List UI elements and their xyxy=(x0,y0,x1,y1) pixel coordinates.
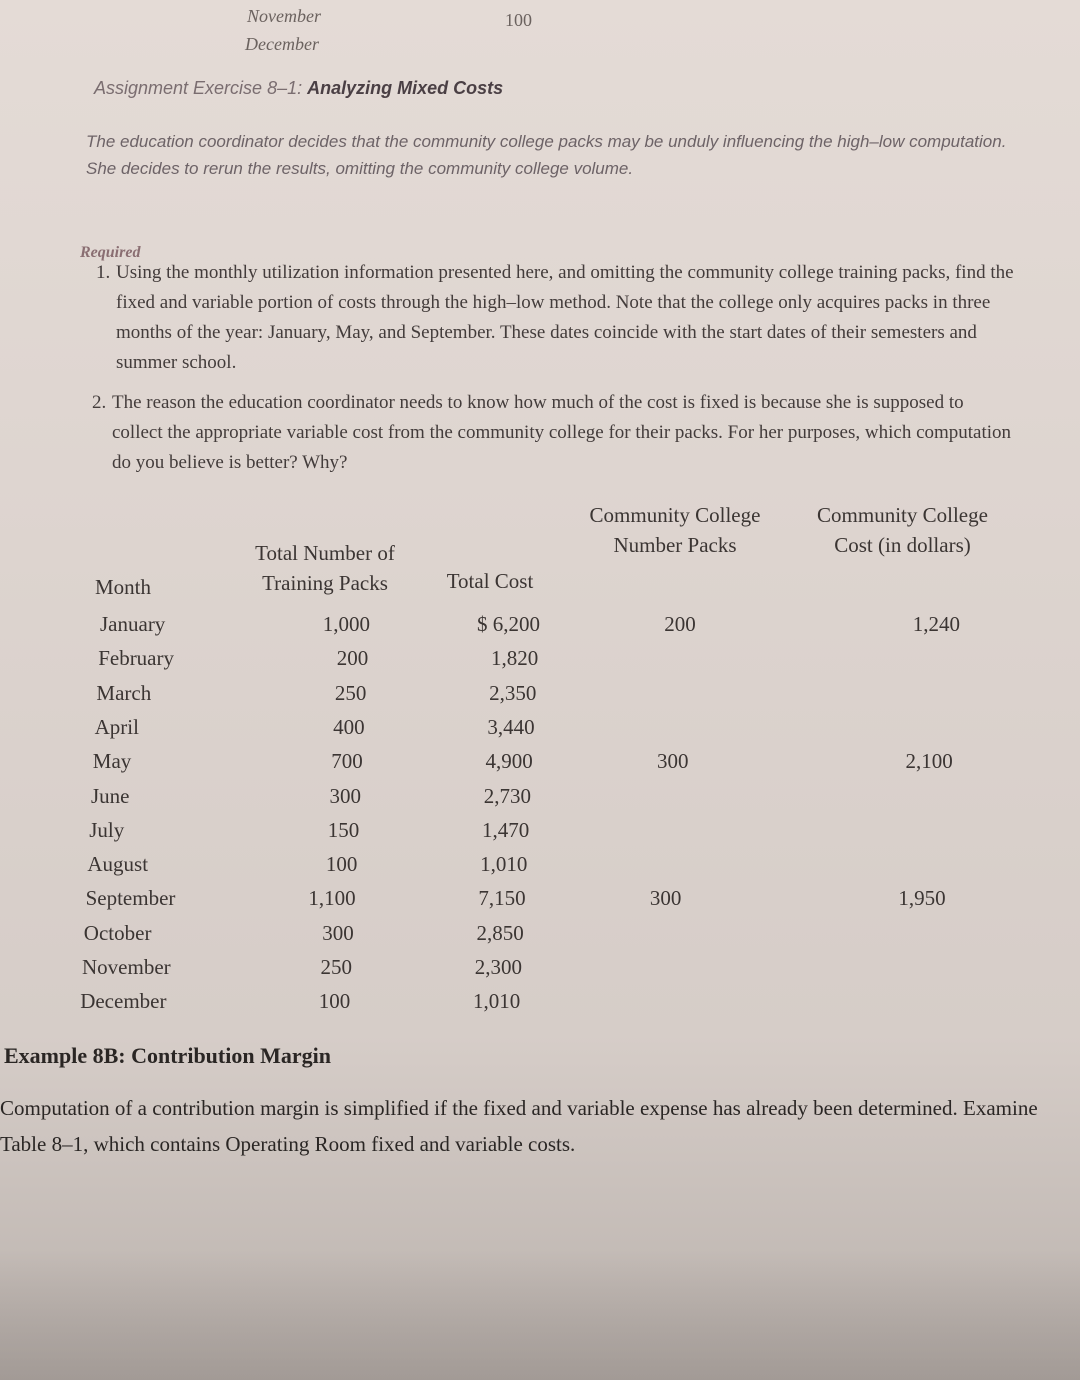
cell-month: September xyxy=(85,886,176,911)
cell-total-packs: 1,100 xyxy=(308,886,356,911)
cell-month: April xyxy=(94,714,139,739)
assignment-label: Assignment Exercise 8–1: xyxy=(94,78,303,98)
cell-cc-cost: 1,950 xyxy=(898,886,946,911)
required-item-number: 1. xyxy=(96,262,111,283)
cell-total-packs: 200 xyxy=(336,646,369,671)
cell-cc-cost: 2,100 xyxy=(905,749,953,774)
table-row xyxy=(95,715,995,749)
cell-total-packs: 150 xyxy=(327,817,360,842)
assignment-intro: The education coordinator decides that the community college packs may be unduly influencing the high–low computation. She decides to rerun the results, omitting the community college volume. xyxy=(86,132,1007,178)
cell-total-packs: 1,000 xyxy=(322,612,370,636)
required-item xyxy=(92,388,1017,478)
cell-cc-packs: 300 xyxy=(649,886,682,911)
page-shadow xyxy=(0,1250,1080,1380)
cell-month: November xyxy=(82,955,171,979)
cell-month: June xyxy=(91,783,130,808)
table-row xyxy=(80,989,980,1023)
cell-month: May xyxy=(92,749,132,774)
prev-table-month: November xyxy=(247,6,321,26)
cell-cc-cost: 1,240 xyxy=(912,612,960,636)
table-row xyxy=(86,886,986,920)
prev-table-month: December xyxy=(245,34,319,54)
required-item-number: 2. xyxy=(92,392,107,413)
table-row xyxy=(93,749,993,783)
column-header-cc-cost: Community College Cost (in dollars) xyxy=(817,503,988,557)
cell-month: February xyxy=(98,646,174,671)
cell-total-cost: 4,900 xyxy=(485,749,533,774)
column-header-total-cost: Total Cost xyxy=(446,569,534,593)
column-header-cc-packs: Community College Number Packs xyxy=(589,503,761,557)
table-row xyxy=(84,921,984,955)
required-label: Required xyxy=(80,244,141,261)
cell-total-cost: 1,470 xyxy=(481,817,530,842)
cell-total-cost: 1,010 xyxy=(472,989,521,1014)
cell-total-packs: 300 xyxy=(322,920,354,945)
cell-total-packs: 400 xyxy=(333,714,365,739)
cell-month: December xyxy=(80,989,167,1014)
cell-total-packs: 300 xyxy=(329,783,361,808)
example-body: Computation of a contribution margin is simplified if the fixed and variable expense has already been determined. Examine Table 8–1, which contains Operating Room fixed and variable costs. xyxy=(0,1096,1038,1156)
table-row xyxy=(96,681,996,715)
cell-total-packs: 250 xyxy=(334,680,367,705)
cell-total-packs: 100 xyxy=(318,989,351,1014)
cell-total-cost: $ 6,200 xyxy=(477,612,540,636)
table-row xyxy=(100,612,1000,646)
required-item-text: Using the monthly utilization information presented here, and omitting the community college training packs, find the fixed and variable portion of costs through the high–low method. Note that the college only acquires packs in three months of the year: January, May, and September. These dates coincide with the start dates of their semesters and summer school. xyxy=(116,262,1014,373)
table-row xyxy=(87,852,987,886)
table-row xyxy=(82,955,982,989)
required-item xyxy=(96,258,1016,378)
cell-total-packs: 100 xyxy=(325,852,358,877)
required-item-text: The reason the education coordinator needs to know how much of the cost is fixed is because she is supposed to collect the appropriate variable cost from the community college for their packs. For her purposes, which computation do you believe is better? Why? xyxy=(112,392,1012,473)
cell-total-cost: 2,850 xyxy=(476,920,524,945)
cell-total-packs: 250 xyxy=(320,955,352,979)
cell-month: July xyxy=(89,817,125,842)
column-header-month: Month xyxy=(95,575,152,599)
cell-total-cost: 1,820 xyxy=(490,646,539,671)
cell-cc-packs: 200 xyxy=(664,612,696,636)
cell-total-cost: 2,350 xyxy=(489,680,537,705)
cell-month: January xyxy=(100,612,166,636)
table-row xyxy=(91,784,991,818)
cell-total-packs: 700 xyxy=(331,749,363,774)
cell-month: March xyxy=(96,680,152,705)
cell-total-cost: 3,440 xyxy=(487,714,535,739)
cell-month: August xyxy=(87,852,149,877)
cell-total-cost: 2,300 xyxy=(474,955,522,979)
cell-month: October xyxy=(83,920,152,945)
prev-table-value: 100 xyxy=(505,10,532,30)
table-row xyxy=(89,818,989,852)
assignment-heading xyxy=(94,78,503,99)
example-title: Example 8B: Contribution Margin xyxy=(4,1043,331,1068)
cell-total-cost: 7,150 xyxy=(478,886,526,911)
column-header-total-packs: Total Number of Training Packs xyxy=(255,541,395,595)
cell-cc-packs: 300 xyxy=(657,749,689,774)
table-row xyxy=(98,646,998,680)
assignment-title: Analyzing Mixed Costs xyxy=(307,78,504,98)
cell-total-cost: 1,010 xyxy=(480,852,528,877)
cell-total-cost: 2,730 xyxy=(483,783,531,808)
